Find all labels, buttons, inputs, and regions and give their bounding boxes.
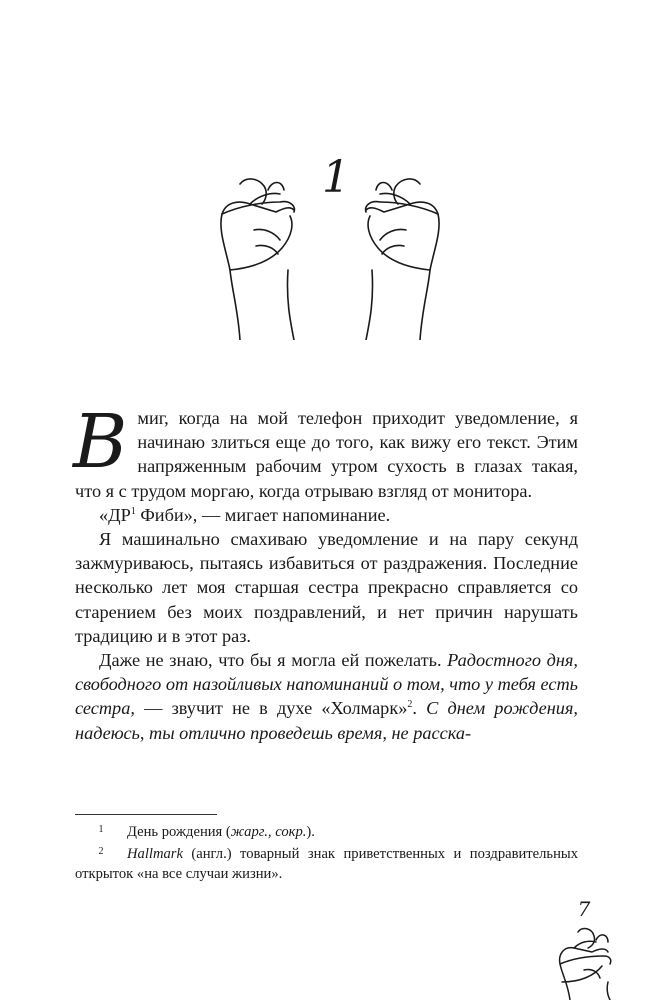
chapter-number: 1 xyxy=(322,152,350,203)
footnote-ref-1[interactable]: 1 xyxy=(130,505,136,517)
left-hand-icon xyxy=(221,179,294,340)
right-hand-icon xyxy=(366,179,439,340)
footnotes xyxy=(75,820,578,884)
drop-cap: В xyxy=(73,399,128,485)
paragraph-2: «$ДР^1$ Фиби», — мигает напоминание. xyxy=(99,504,391,525)
paragraph-3: Я машинально смахиваю уведомление и на пару секунд зажмуриваюсь, пытаясь избавиться от раздражения. Последние несколько лет моя старшая сестра прекрасно справляется со старением без моих поздравлений, и нет причин нарушать традицию и в этот раз. xyxy=(75,529,578,646)
footnote-ref-2[interactable]: 2 xyxy=(407,699,413,711)
finger-heart-hands-icon xyxy=(210,150,450,340)
footnote-2: 2 Hallmark (англ.) товарный знак приветственных и поздравительных открыток «на все случаи жизни». xyxy=(75,846,578,882)
finger-heart-hand-icon xyxy=(548,912,628,1000)
footnote-1: 1 День рождения (жарг., сокр.). xyxy=(98,824,315,840)
footnote-divider xyxy=(75,814,217,815)
chapter-body xyxy=(73,399,579,745)
chapter-heading xyxy=(210,150,450,340)
paragraph-4: Даже не знаю, что бы я могла ей пожелать. Радостного дня, свободного от назойливых напоминаний о том, что у тебя есть сестра, — звучит не в духе «Холмарк»$^2$. С днем рождения, надеюсь, ты отлично проведешь время, не расска- xyxy=(75,650,579,743)
page-number: 7 xyxy=(577,897,591,921)
paragraph-1: Вмиг, когда на мой телефон приходит уведомление, я начинаю злиться еще до того, как вижу его текст. Этим напряженным рабочим утром сухость в глазах такая, что я с трудом моргаю, когда отрываю взгляд от монитора. xyxy=(73,399,578,501)
